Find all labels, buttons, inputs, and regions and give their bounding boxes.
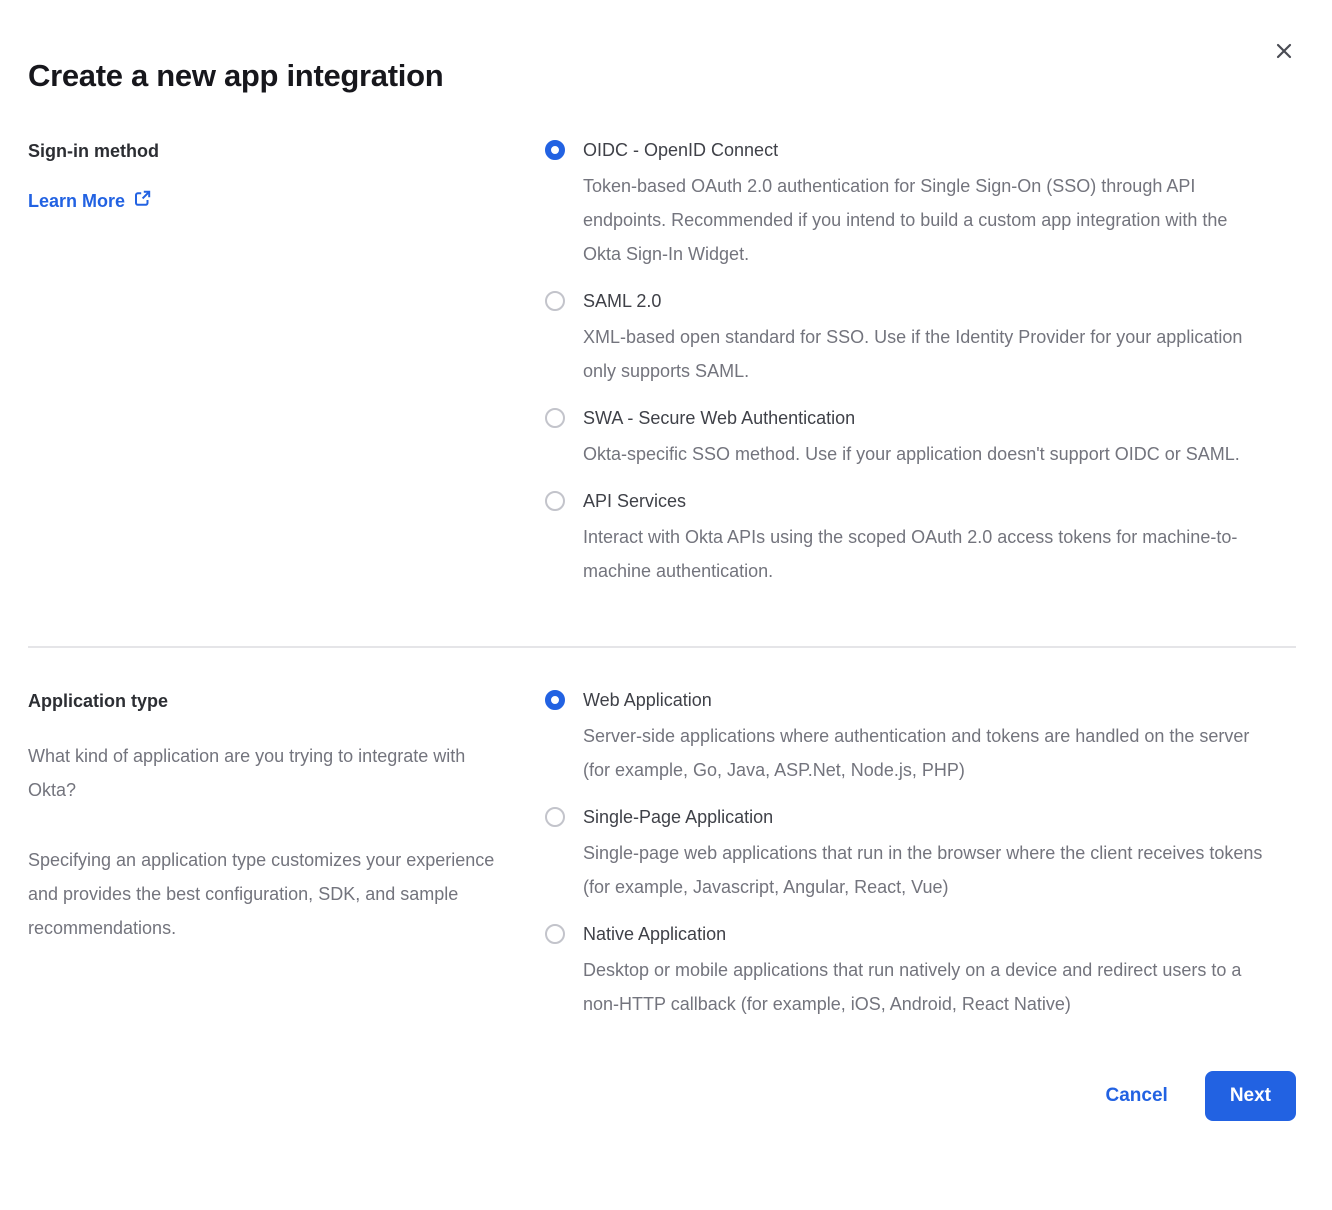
option-body xyxy=(583,489,1263,588)
radio-button-api-services[interactable] xyxy=(545,491,565,511)
option-label-single-page-application: Single-Page Application xyxy=(583,807,774,827)
option-description-web-application: Server-side applications where authentication and tokens are handled on the server (for example, Go, Java, ASP.Net, Node.js, PHP) xyxy=(583,726,1250,780)
option-label-native-application: Native Application xyxy=(583,924,727,944)
radio-option-saml[interactable] xyxy=(545,289,1269,388)
option-description-single-page-application: Single-page web applications that run in the browser where the client receives tokens (for example, Javascript, Angular, React, Vue) xyxy=(583,843,1263,897)
option-description-oidc: Token-based OAuth 2.0 authentication for Single Sign-On (SSO) through API endpoints. Recommended if you intend to build a custom app integration with the Okta Sign-In Widget. xyxy=(583,176,1228,264)
option-body xyxy=(583,406,1240,471)
radio-option-api-services[interactable] xyxy=(545,489,1269,588)
section-divider xyxy=(28,646,1296,648)
page-title: Create a new app integration xyxy=(28,58,444,93)
option-description-native-application: Desktop or mobile applications that run natively on a device and redirect users to a non-HTTP callback (for example, iOS, Android, React Native) xyxy=(583,960,1242,1014)
radio-button-oidc[interactable] xyxy=(545,140,565,160)
option-label-oidc: OIDC - OpenID Connect xyxy=(583,140,779,160)
option-body xyxy=(583,805,1263,904)
external-link-icon xyxy=(134,190,151,212)
radio-option-native-application[interactable] xyxy=(545,922,1269,1021)
radio-option-swa[interactable] xyxy=(545,406,1269,471)
radio-button-saml[interactable] xyxy=(545,291,565,311)
radio-option-web-application[interactable] xyxy=(545,688,1269,787)
application-type-section xyxy=(28,688,1296,1021)
option-label-saml: SAML 2.0 xyxy=(583,291,662,311)
option-body xyxy=(583,922,1263,1021)
radio-button-single-page-application[interactable] xyxy=(545,807,565,827)
next-button[interactable]: Next xyxy=(1205,1071,1296,1121)
dialog-footer xyxy=(28,1071,1296,1121)
option-body xyxy=(583,688,1263,787)
learn-more-link[interactable] xyxy=(28,190,151,212)
application-type-help-text: Specifying an application type customizes your experience and provides the best configuration, SDK, and sample recommendations. xyxy=(28,850,495,938)
radio-option-single-page-application[interactable] xyxy=(545,805,1269,904)
radio-button-web-application[interactable] xyxy=(545,690,565,710)
application-type-options xyxy=(545,688,1269,1021)
signin-method-left-column xyxy=(28,138,545,212)
close-button[interactable] xyxy=(1270,38,1298,66)
option-label-web-application: Web Application xyxy=(583,690,712,710)
option-body xyxy=(583,289,1263,388)
application-type-left-column xyxy=(28,688,545,945)
radio-button-swa[interactable] xyxy=(545,408,565,428)
option-description-saml: XML-based open standard for SSO. Use if the Identity Provider for your application only supports SAML. xyxy=(583,327,1243,381)
option-label-swa: SWA - Secure Web Authentication xyxy=(583,408,856,428)
option-label-api-services: API Services xyxy=(583,491,687,511)
application-type-label: Application type xyxy=(28,691,169,711)
radio-button-native-application[interactable] xyxy=(545,924,565,944)
application-type-question: What kind of application are you trying to integrate with Okta? xyxy=(28,746,466,800)
option-description-api-services: Interact with Okta APIs using the scoped OAuth 2.0 access tokens for machine-to-machine authentication. xyxy=(583,527,1238,581)
option-description-swa: Okta-specific SSO method. Use if your application doesn't support OIDC or SAML. xyxy=(583,444,1240,464)
radio-option-oidc[interactable] xyxy=(545,138,1269,271)
signin-method-label: Sign-in method xyxy=(28,141,159,161)
signin-method-options xyxy=(545,138,1269,588)
learn-more-label: Learn More xyxy=(28,190,126,211)
option-body xyxy=(583,138,1263,271)
signin-method-section xyxy=(28,138,1296,588)
cancel-button[interactable]: Cancel xyxy=(1105,1085,1168,1106)
close-icon xyxy=(1273,50,1295,65)
